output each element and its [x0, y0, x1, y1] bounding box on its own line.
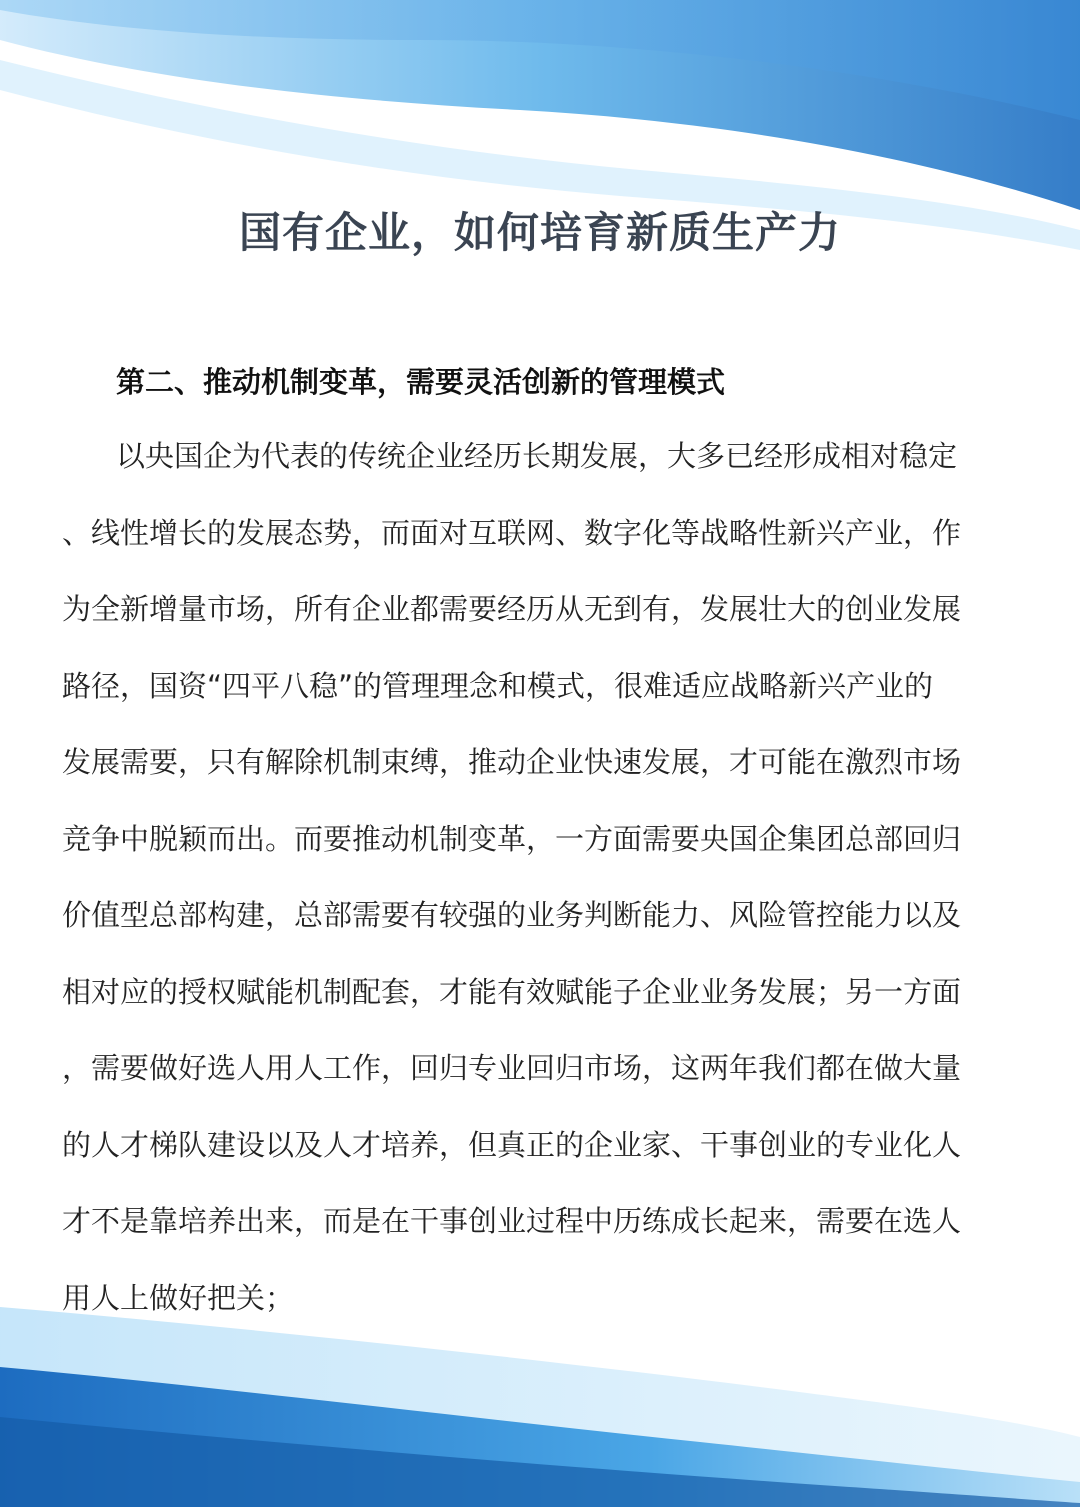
paragraph-line: 竞争中脱颖而出。而要推动机制变革，一方面需要央国企集团总部回归 [62, 821, 962, 856]
paragraph-line: 、线性增长的发展态势，而面对互联网、数字化等战略性新兴产业，作 [62, 515, 962, 550]
paragraph-line: 才不是靠培养出来，而是在干事创业过程中历练成长起来，需要在选人 [62, 1204, 962, 1238]
paragraph-line: 的人才梯队建设以及人才培养，但真正的企业家、干事创业的专业化人 [62, 1127, 962, 1162]
paragraph-line: 相对应的授权赋能机制配套，才能有效赋能子企业业务发展；另一方面 [62, 974, 962, 1009]
paragraph-line: 发展需要，只有解除机制束缚，推动企业快速发展，才可能在激烈市场 [62, 745, 962, 779]
paragraph-line: 以央国企为代表的传统企业经历长期发展，大多已经形成相对稳定 [116, 439, 958, 473]
paragraph-line: 用人上做好把关； [62, 1280, 295, 1315]
paragraph-line: 路径，国资“四平八稳”的管理理念和模式，很难适应战略新兴产业的 [62, 668, 934, 703]
paragraph-line: 价值型总部构建，总部需要有较强的业务判断能力、风险管控能力以及 [62, 898, 962, 932]
paragraph-line: 为全新增量市场，所有企业都需要经历从无到有，发展壮大的创业发展 [62, 592, 962, 626]
page-title: 国有企业，如何培育新质生产力 [238, 208, 841, 257]
section-heading: 第二、推动机制变革，需要灵活创新的管理模式 [116, 365, 726, 399]
body-paragraph [62, 434, 1022, 1352]
paragraph-line: ，需要做好选人用人工作，回归专业回归市场，这两年我们都在做大量 [62, 1051, 962, 1085]
top-wave-decoration [0, 0, 1080, 320]
